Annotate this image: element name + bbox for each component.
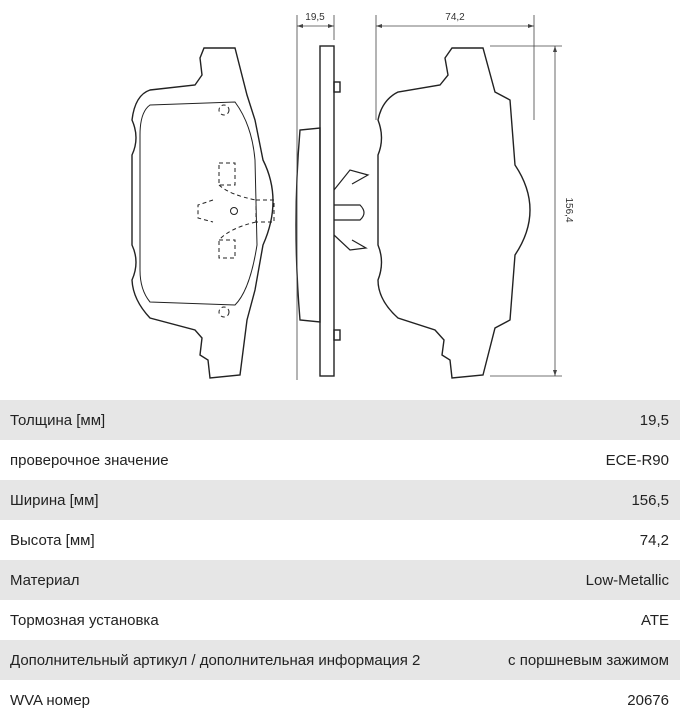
- boss-left: [198, 200, 213, 222]
- spec-row-test-value: [0, 440, 680, 480]
- rear-view: [378, 48, 530, 378]
- spec-value: Low-Metallic: [585, 571, 669, 589]
- dimension-thickness: 19,5: [305, 12, 325, 23]
- dimension-width: 74,2: [445, 12, 465, 23]
- spec-value: ATE: [640, 611, 669, 629]
- spec-value: 74,2: [639, 531, 669, 549]
- spec-label: Тормозная установка: [10, 611, 159, 629]
- spec-value: с поршневым зажимом: [508, 651, 669, 669]
- spec-row-thickness: [0, 400, 680, 440]
- side-lug-bottom: [334, 330, 340, 340]
- spec-label: WVA номер: [10, 691, 91, 709]
- specifications-table: [0, 400, 680, 720]
- rear-backing-plate: [378, 48, 530, 378]
- spec-value: 156,5: [631, 491, 669, 509]
- spec-row-additional-info: [0, 640, 680, 680]
- spec-row-material: [0, 560, 680, 600]
- spec-row-brake-system: [0, 600, 680, 640]
- side-lug-top: [334, 82, 340, 92]
- side-friction: [296, 128, 320, 322]
- spec-value: 20676: [627, 691, 669, 709]
- center-hole: [231, 208, 238, 215]
- upper-mounting-hole: [219, 105, 229, 115]
- spec-label: Ширина [мм]: [10, 491, 99, 509]
- spec-row-width: [0, 480, 680, 520]
- side-backing-plate: [320, 46, 334, 376]
- boss-bottom: [219, 240, 235, 258]
- boss-top: [219, 163, 235, 185]
- front-backing-plate: [132, 48, 273, 378]
- spec-value: 19,5: [639, 411, 669, 429]
- spec-label: Материал: [10, 571, 80, 589]
- side-clip: [334, 170, 368, 250]
- spec-row-height: [0, 520, 680, 560]
- spec-row-wva-number: [0, 680, 680, 720]
- spec-value: ECE-R90: [605, 451, 669, 469]
- dimension-height: 156,4: [563, 197, 574, 223]
- spec-label: проверочное значение: [10, 451, 169, 469]
- spec-label: Высота [мм]: [10, 531, 95, 549]
- dimension-lines: [297, 15, 562, 380]
- spec-label: Дополнительный артикул / дополнительная информация 2: [10, 651, 421, 669]
- lower-mounting-hole: [219, 307, 229, 317]
- side-view: [296, 46, 368, 376]
- front-view: [132, 48, 274, 378]
- spec-label: Толщина [мм]: [10, 411, 106, 429]
- front-friction-material: [140, 102, 257, 305]
